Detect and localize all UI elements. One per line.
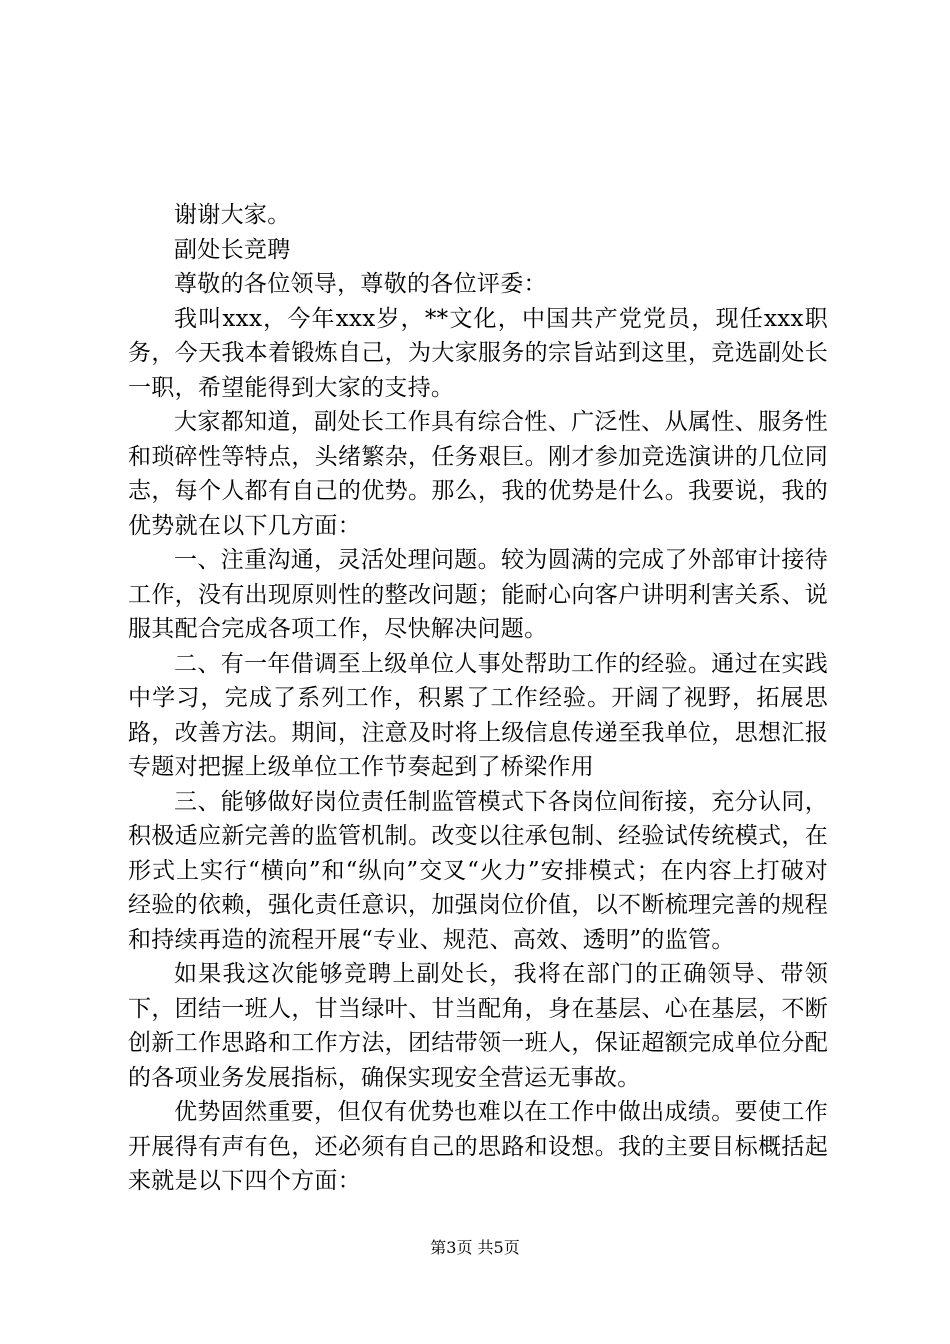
paragraph-commitment: 如果我这次能够竞聘上副处长，我将在部门的正确领导、带领下，团结一班人，甘当绿叶、甘当配角，身在基层、心在基层，不断创新工作思路和工作方法，团结带领一班人，保证超额完成单位分配的各项业务发展指标，确保实现安全营运无事故。: [128, 961, 828, 1091]
paragraph-advantage-one: 一、注重沟通，灵活处理问题。较为圆满的完成了外部审计接待工作，没有出现原则性的整改问题；能耐心向客户讲明利害关系、说服其配合完成各项工作，尽快解决问题。: [128, 547, 828, 642]
section-title: 副处长竞聘: [174, 236, 291, 263]
paragraph-advantage-three: 三、能够做好岗位责任制监管模式下各岗位间衔接，充分认同，积极适应新完善的监管机制。改变以往承包制、经验试传统模式，在形式上实行“横向”和“纵向”交叉“火力”安排模式；在内容上打破对经验的依赖，强化责任意识，加强岗位价值，以不断梳理完善的规程和持续再造的流程开展“专业、规范、高效、透明”的监管。: [128, 788, 828, 953]
paragraph-advantage-two: 二、有一年借调至上级单位人事处帮助工作的经验。通过在实践中学习，完成了系列工作，积累了工作经验。开阔了视野，拓展思路，改善方法。期间，注意及时将上级信息传递至我单位，思想汇报专题对把握上级单位工作节奏起到了桥梁作用: [128, 650, 828, 780]
paragraph-self-introduction: 我叫xxx，今年xxx岁，**文化，中国共产党党员，现任xxx职务，今天我本着锻炼自己，为大家服务的宗旨站到这里，竞选副处长一职，希望能得到大家的支持。: [128, 305, 828, 401]
paragraph-goals-intro: 优势固然重要，但仅有优势也难以在工作中做出成绩。要使工作开展得有声有色，还必须有自己的思路和设想。我的主要目标概括起来就是以下四个方面：: [128, 1099, 828, 1194]
page-number-footer: 第3页 共5页: [430, 1238, 520, 1257]
paragraph-salutation: 尊敬的各位领导，尊敬的各位评委：: [174, 271, 547, 297]
document-body: [128, 198, 828, 1199]
paragraph-closing-thanks: 谢谢大家。: [174, 202, 291, 228]
paragraph-advantages-intro: 大家都知道，副处长工作具有综合性、广泛性、从属性、服务性和琐碎性等特点，头绪繁杂，任务艰巨。刚才参加竞选演讲的几位同志，每个人都有自己的优势。那么，我的优势是什么。我要说，我的优势就在以下几方面：: [128, 409, 828, 539]
